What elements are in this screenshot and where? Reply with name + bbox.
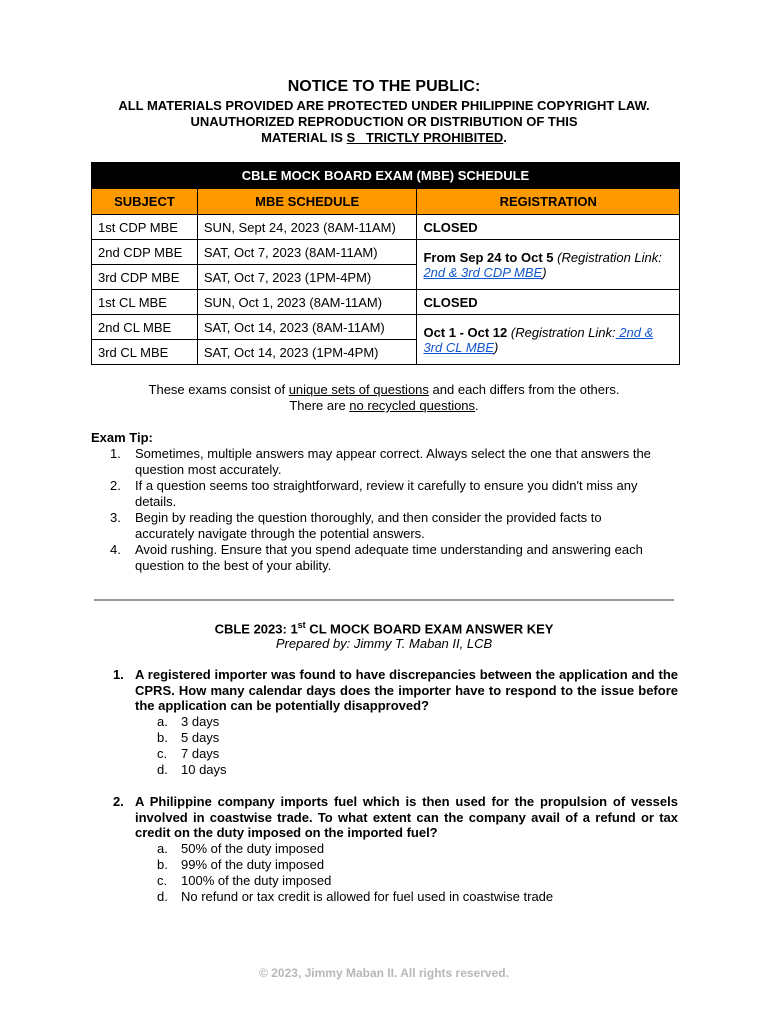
subject-cell: 1st CDP MBE [92,215,198,240]
notice-title: NOTICE TO THE PUBLIC: [287,78,481,95]
registration-cl-label: (Registration Link: [507,324,616,340]
subject-cell: 2nd CDP MBE [92,240,198,265]
choice-item: c. 7 days [157,745,220,761]
table-row [92,290,680,315]
choice-item: c. 100% of the duty imposed [157,872,332,888]
schedule-cell: SUN, Sept 24, 2023 (8AM-11AM) [197,215,417,240]
prepared-by: Prepared by: Jimmy T. Maban II, LCB [275,636,493,651]
choice-item: d. No refund or tax credit is allowed for fuel used in coastwise trade [157,888,554,904]
notice-line-1: ALL MATERIALS PROVIDED ARE PROTECTED UNDER PHILIPPINE COPYRIGHT LAW. [118,98,650,113]
subject-cell: 1st CL MBE [92,290,198,315]
choice-item: d. 10 days [157,761,227,777]
choice-list [157,841,678,905]
intro-line-1-underlined: unique sets of questions [288,382,429,397]
question-number: 1. [113,667,124,682]
question-text: A registered importer was found to have discrepancies between the application and the CPRS. How many calendar days does the importer have to respond to the issue before the application can be potentially disapproved? [135,667,678,713]
choice-list [157,714,678,778]
column-header-schedule: MBE SCHEDULE [197,189,417,215]
schedule-cell: SAT, Oct 7, 2023 (1PM-4PM) [197,265,417,290]
registration-cl-link[interactable]: 2nd & 3rd CL MBE [423,324,654,355]
registration-cl-close: ) [494,339,499,355]
registration-cdp-dates: From Sep 24 to Oct 5 [423,249,554,265]
schedule-cell: SAT, Oct 7, 2023 (8AM-11AM) [197,240,417,265]
schedule-title: CBLE MOCK BOARD EXAM (MBE) SCHEDULE [92,163,680,189]
subject-cell: 3rd CL MBE [92,340,198,365]
question-number: 2. [113,794,124,809]
exam-tip-list [110,446,655,574]
registration-status-closed: CLOSED [417,215,680,240]
schedule-title-row [92,163,680,189]
exam-tip-heading: Exam Tip: [91,430,153,445]
intro-line-1-a: These exams consist of [148,382,289,397]
question-2 [113,794,678,905]
list-item: 3. Begin by reading the question thoroughly, and then consider the provided facts to accurately navigate through the potential answers. [110,510,602,541]
intro-line-2-b: . [475,398,479,413]
table-row [92,215,680,240]
registration-cdp-link[interactable]: 2nd & 3rd CDP MBE [423,264,543,280]
schedule-cell: SAT, Oct 14, 2023 (1PM-4PM) [197,340,417,365]
notice-line-3-emphasis: S TRICTLY PROHIBITED [346,130,504,145]
notice-line-3 [0,130,768,145]
registration-status-closed: CLOSED [417,290,680,315]
notice-line-3-prefix: MATERIAL IS [261,130,347,145]
table-row [92,315,680,340]
choice-item: b. 99% of the duty imposed [157,856,325,872]
schedule-table [91,162,680,365]
schedule-cell: SAT, Oct 14, 2023 (8AM-11AM) [197,315,417,340]
intro-line-2-underlined: no recycled questions [349,398,476,413]
choice-item: a. 3 days [157,713,220,729]
list-item: 1. Sometimes, multiple answers may appear correct. Always select the one that answers the question most accurately. [110,446,651,477]
intro-line-2 [0,398,768,413]
choice-item: a. 50% of the duty imposed [157,840,325,856]
schedule-cell: SUN, Oct 1, 2023 (8AM-11AM) [197,290,417,315]
subject-cell: 3rd CDP MBE [92,265,198,290]
registration-cdp-cell [417,240,680,290]
registration-cdp-close: ) [542,264,547,280]
list-item: 2. If a question seems too straightforward, review it carefully to ensure you didn't miss any details. [110,478,638,509]
subject-cell: 2nd CL MBE [92,315,198,340]
copyright-footer: © 2023, Jimmy Maban II. All rights reserved. [259,966,509,980]
notice-line-2: UNAUTHORIZED REPRODUCTION OR DISTRIBUTION OF THIS [190,114,578,129]
choice-item: b. 5 days [157,729,220,745]
list-item: 4. Avoid rushing. Ensure that you spend adequate time understanding and answering each question to the best of your ability. [110,542,643,573]
column-header-registration: REGISTRATION [417,189,680,215]
intro-line-1-b: and each differs from the others. [428,382,620,397]
schedule-header-row [92,189,680,215]
registration-cl-cell [417,315,680,365]
intro-line-2-a: There are [289,398,350,413]
intro-line-1 [0,382,768,397]
answer-key-title: CBLE 2023: 1st CL MOCK BOARD EXAM ANSWER KEY [214,620,554,637]
notice-line-3-suffix: . [503,130,507,145]
registration-cdp-label: (Registration Link: [553,249,662,265]
registration-cl-dates: Oct 1 - Oct 12 [423,324,508,340]
column-header-subject: SUBJECT [92,189,198,215]
question-1 [113,667,678,778]
table-row [92,240,680,265]
section-divider [94,599,674,601]
question-text: A Philippine company imports fuel which is then used for the propulsion of vessels involved in coastwise trade. To what extent can the company avail of a refund or tax credit on the duty imposed on the imported fuel? [135,794,678,840]
